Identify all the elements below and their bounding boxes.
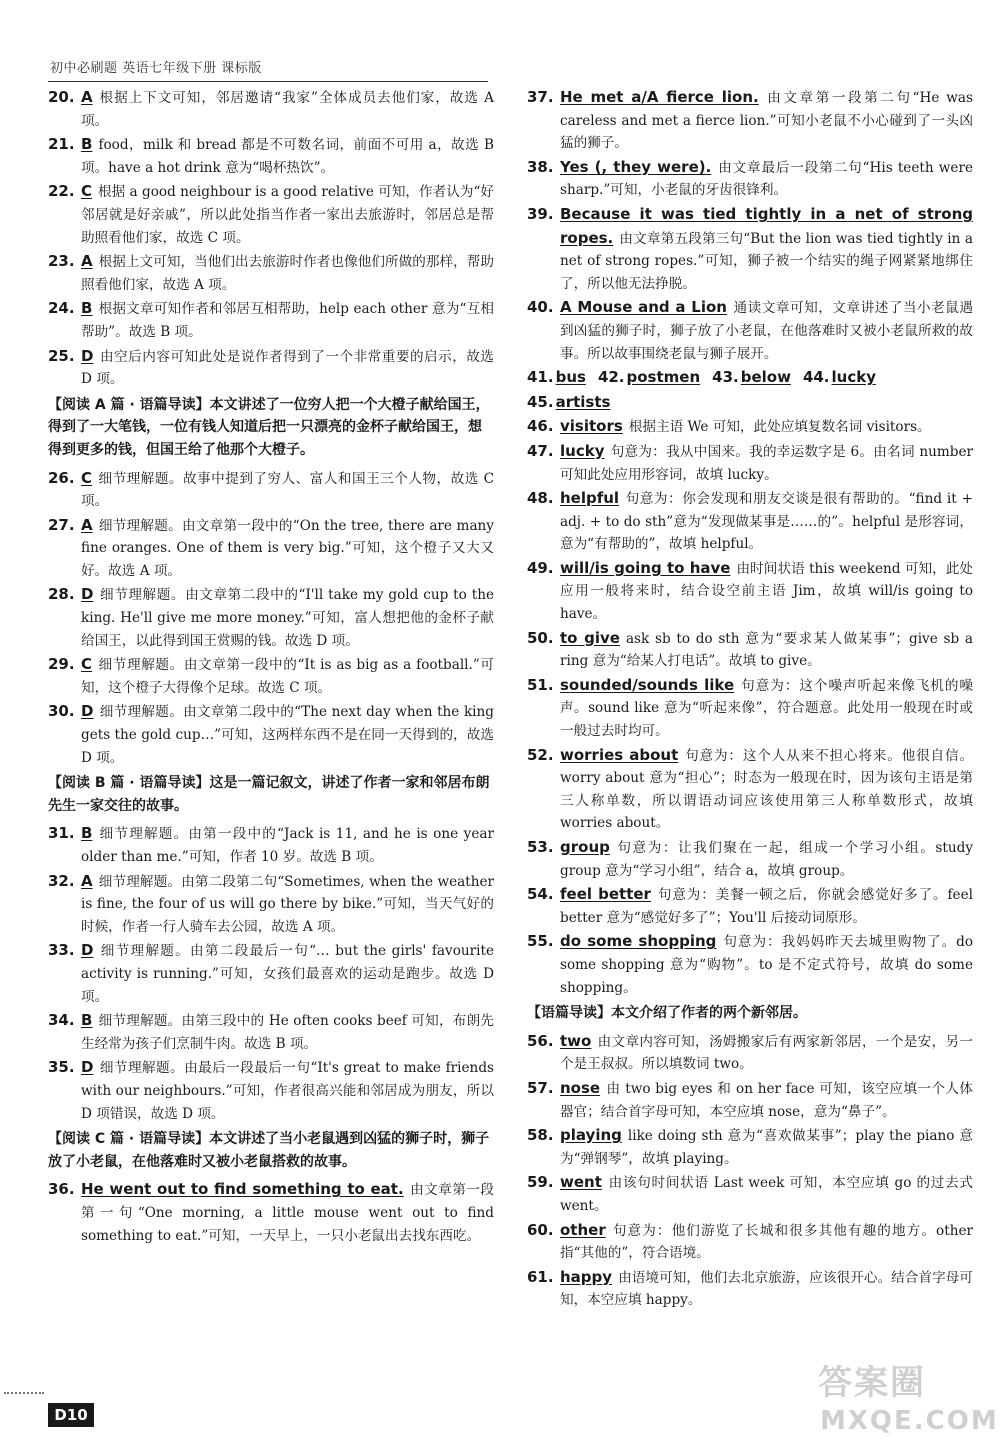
answer-text: visitors xyxy=(560,417,623,436)
answer-text: worries about xyxy=(560,745,679,764)
answer-text: D xyxy=(81,702,94,721)
watermark-line-1: 答案圈 xyxy=(818,1363,926,1403)
answer-item xyxy=(48,700,494,769)
answer-item xyxy=(527,1077,973,1123)
question-number: 32. xyxy=(48,871,75,890)
answer-item xyxy=(527,487,973,556)
question-number: 35. xyxy=(48,1058,75,1077)
answer-text: other xyxy=(560,1220,606,1239)
answer-item xyxy=(48,653,494,699)
answer-item xyxy=(527,1219,973,1265)
explanation: 句意为：他们游览了长城和很多其他有趣的地方。other 指“其他的”，符合语境。 xyxy=(560,1222,973,1262)
explanation: 细节理解题。由第一段中的“Jack is 11, and he is one year older than me.”可知，作者 10 岁。故选 B 项。 xyxy=(81,826,494,865)
question-number: 46. xyxy=(527,417,554,436)
watermark-line-2: MXQE.COM xyxy=(820,1406,999,1436)
explanation: 细节理解题。由第三段中的 He often cooks beef 可知，布朗先生经常为孩子们烹制牛肉。故选 B 项。 xyxy=(81,1013,494,1052)
question-number: 51. xyxy=(527,675,554,694)
answer-item xyxy=(527,203,973,295)
explanation: 句意为：让我们聚在一起，组成一个学习小组。study group 意为“学习小组”，结合 a，故填 group。 xyxy=(560,840,973,879)
question-number: 50. xyxy=(527,628,554,647)
answer-text: D xyxy=(81,585,94,604)
answer-text: to give xyxy=(560,628,620,647)
question-number: 55. xyxy=(527,932,554,951)
question-number: 58. xyxy=(527,1126,554,1145)
explanation: 由语境可知，他们去北京旅游，应该很开心。结合首字母可知，本空应填 happy。 xyxy=(560,1269,973,1309)
question-number: 53. xyxy=(527,838,554,856)
answer-text: A xyxy=(81,88,93,106)
question-number: 39. xyxy=(527,204,554,223)
explanation: 句意为：我从中国来。我的幸运数字是 6。由名词 number 可知此处应用形容词，故填 lucky。 xyxy=(560,443,973,483)
answer-text: He met a/A fierce lion. xyxy=(560,88,759,106)
answer-text: do some shopping xyxy=(560,932,717,951)
question-number: 45. xyxy=(527,392,554,411)
answer-item xyxy=(48,86,494,132)
explanation: 句意为：这个人从来不担心将来。他很自信。worry about 意为“担心”；时态为一般现在时，因为该句主语是第三人称单数，所以谓语动词应该使用第三人称单数形式，故填 worries about。 xyxy=(560,747,973,832)
answer-text: D xyxy=(81,346,94,365)
answer-text: went xyxy=(560,1173,602,1192)
answer-item xyxy=(48,297,494,343)
question-number: 21. xyxy=(48,135,75,154)
passage-guide: 【阅读 C 篇 · 语篇导读】本文讲述了当小老鼠遇到凶猛的狮子时，狮子放了小老鼠，在他落难时又被小老鼠搭救的故事。 xyxy=(48,1131,490,1170)
answer-item xyxy=(527,440,973,486)
answer-item xyxy=(48,180,494,249)
page-number: D10 xyxy=(48,1403,94,1427)
question-number: 49. xyxy=(527,558,554,577)
answer-text: A xyxy=(81,871,93,890)
answer-text: below xyxy=(740,368,791,387)
answer-text: B xyxy=(81,824,93,843)
explanation: 由文章第一段第一句“One morning, a little mouse went out to find something to eat.”可知，一天早上，一只小老鼠出去找东西吃。 xyxy=(81,1182,494,1244)
question-number: 40. xyxy=(527,298,554,317)
explanation: 细节理解题。由文章第一段中的“On the tree, there are many fine oranges. One of them is very big.”可知，这个橙子又大又好。故选 A 项。 xyxy=(81,517,494,579)
answer-item xyxy=(48,345,494,391)
answer-item xyxy=(48,822,494,868)
answer-row xyxy=(527,366,973,390)
question-number: 61. xyxy=(527,1267,554,1286)
passage-guide: 【阅读 A 篇 · 语篇导读】本文讲述了一位穷人把一个大橙子献给国王，得到了一大笔钱，一位有钱人知道后把一只漂亮的金杯子献给国王，想得到更多的钱，但国王给了他那个大橙子。 xyxy=(48,396,490,458)
explanation: 由文章第一段第二句“He was careless and met a fierce lion.”可知小老鼠不小心碰到了一头凶猛的狮子。 xyxy=(560,90,973,152)
answer-item xyxy=(527,1266,973,1312)
question-number: 60. xyxy=(527,1220,554,1239)
answer-item xyxy=(527,86,973,155)
question-number: 34. xyxy=(48,1011,75,1030)
explanation: 由文章最后一段第二句“His teeth were sharp.”可知，小老鼠的牙齿很锋利。 xyxy=(560,159,974,199)
answer-text: A Mouse and a Lion xyxy=(560,298,727,317)
question-number: 44. xyxy=(802,368,830,387)
right-column xyxy=(527,86,973,1313)
question-number: 24. xyxy=(48,299,75,318)
question-number: 59. xyxy=(527,1173,554,1192)
question-number: 31. xyxy=(48,824,75,843)
answer-text: feel better xyxy=(560,885,651,904)
answer-text: playing xyxy=(560,1126,622,1145)
answer-text: D xyxy=(81,941,94,960)
explanation: 由空后内容可知此处是说作者得到了一个非常重要的启示，故选 D 项。 xyxy=(81,348,494,388)
answer-item xyxy=(48,1178,494,1247)
answer-item xyxy=(527,415,973,439)
explanation: ask sb to do sth 意为“要求某人做某事”；give sb a ring 意为“给某人打电话”。故填 to give。 xyxy=(560,630,973,670)
explanation: 由文章第五段第三句“But the lion was tied tightly in a net of strong ropes.”可知，狮子被一个结实的绳子网紧紧地绑住了，所以他无法挣脱。 xyxy=(560,230,973,292)
answer-item xyxy=(48,250,494,296)
answer-text: happy xyxy=(560,1267,613,1286)
answer-text: B xyxy=(81,299,93,318)
passage-guide: 【语篇导读】本文介绍了作者的两个新邻居。 xyxy=(527,1005,807,1022)
explanation: 由文章内容可知，汤姆搬家后有两家新邻居，一个是安，另一个是王叔叔。所以填数词 two。 xyxy=(560,1033,973,1073)
explanation: 根据上下文可知，邻居邀请“我家”全体成员去他们家，故选 A 项。 xyxy=(81,90,494,129)
answer-text: B xyxy=(81,1011,93,1030)
answer-item xyxy=(527,836,973,882)
running-header: 初中必刷题 英语七年级下册 课标版 xyxy=(48,58,488,82)
explanation: 根据文章可知作者和邻居互相帮助，help each other 意为“互相帮助”。故选 B 项。 xyxy=(81,301,494,340)
question-number: 30. xyxy=(48,702,75,721)
explanation: 细节理解题。由最后一段最后一句“It's great to make friends with our neighbours.”可知，作者很高兴能和邻居成为朋友，所以 D 项错误，故选 D 项。 xyxy=(81,1060,494,1122)
answer-text: C xyxy=(81,655,93,674)
answer-item xyxy=(527,296,973,365)
answer-item xyxy=(527,1171,973,1217)
explanation: 细节理解题。故事中提到了穷人、富人和国王三个人物，故选 C 项。 xyxy=(81,470,494,510)
explanation: 句意为：美餐一顿之后，你就会感觉好多了。feel better 意为“感觉好多了”；You'll 后接动词原形。 xyxy=(560,887,973,926)
answer-item xyxy=(48,514,494,583)
question-number: 48. xyxy=(527,489,554,508)
answer-text: Because it was tied tightly in a net of strong ropes. xyxy=(560,204,973,247)
question-number: 43. xyxy=(712,368,739,387)
answer-text: D xyxy=(81,1058,94,1077)
explanation: 通读文章可知，文章讲述了当小老鼠遇到凶猛的狮子时，狮子放了小老鼠，在他落难时又被小老鼠所救的故事。所以故事围绕老鼠与狮子展开。 xyxy=(560,300,974,362)
explanation: 细节理解题。由文章第一段中的“It is as big as a football.”可知，这个橙子大得像个足球。故选 C 项。 xyxy=(81,657,494,696)
answer-text: two xyxy=(560,1031,592,1050)
answer-item xyxy=(527,674,973,743)
watermark-logo xyxy=(800,1363,999,1438)
question-number: 28. xyxy=(48,585,75,604)
answer-item xyxy=(48,939,494,1008)
answer-text: C xyxy=(81,182,93,201)
answer-text: nose xyxy=(560,1078,601,1097)
explanation: 细节理解题。由文章第二段中的“The next day when the king gets the gold cup…”可知，这两样东西不是在同一天得到的，故选 D 项。 xyxy=(81,704,494,766)
answer-text: A xyxy=(81,515,93,534)
explanation: 句意为：我妈妈昨天去城里购物了。do some shopping 意为“购物”。to 是不定式符号，故填 do some shopping。 xyxy=(560,934,974,996)
answer-item xyxy=(48,467,494,513)
explanation: 由时间状语 this weekend 可知，此处应用一般将来时，结合设空前主语 Jim，故填 will/is going to have。 xyxy=(560,560,973,623)
explanation: 根据 a good neighbour is a good relative 可知，作者认为“好邻居就是好亲戚”，所以此处指当作者一家出去旅游时，邻居总是帮助照看他们家，故选 C 项。 xyxy=(81,184,494,246)
answer-item xyxy=(527,1124,973,1170)
explanation: like doing sth 意为“喜欢做某事”；play the piano 意为“弹钢琴”，故填 playing。 xyxy=(560,1128,973,1167)
explanation: 细节理解题。由第二段第二句“Sometimes, when the weather is fine, the four of us will go there by bike.”可知，当天气好的时候，作者一行人骑车去公园，故选 A 项。 xyxy=(81,873,494,935)
answer-text: postmen xyxy=(626,368,701,387)
question-number: 38. xyxy=(527,157,554,176)
answer-item xyxy=(527,627,973,673)
question-number: 37. xyxy=(527,88,554,106)
passage-guide: 【阅读 B 篇 · 语篇导读】这是一篇记叙文，讲述了作者一家和邻居布朗先生一家交往的故事。 xyxy=(48,775,490,814)
answer-item xyxy=(527,156,973,202)
answer-item xyxy=(527,930,973,999)
answer-item xyxy=(48,870,494,939)
question-number: 26. xyxy=(48,468,75,487)
answer-row xyxy=(527,391,973,415)
answer-item xyxy=(527,744,973,835)
explanation: 由 two big eyes 和 on her face 可知，该空应填一个人体器官；结合首字母可知，本空应填 nose，意为“鼻子”。 xyxy=(560,1080,973,1120)
question-number: 41. xyxy=(527,368,554,387)
answer-item xyxy=(527,1030,973,1076)
question-number: 33. xyxy=(48,941,75,960)
question-number: 56. xyxy=(527,1031,554,1050)
explanation: 细节理解题。由第二段最后一句“… but the girls' favourite activity is running.”可知，女孩们最喜欢的运动是跑步。故选 D 项。 xyxy=(81,943,494,1005)
answer-item xyxy=(527,557,973,626)
explanation: 由该句时间状语 Last week 可知，本空应填 go 的过去式 went。 xyxy=(560,1175,973,1214)
explanation: 根据上文可知，当他们出去旅游时作者也像他们所做的那样，帮助照看他们家，故选 A 项。 xyxy=(81,254,494,293)
answer-text: sounded/sounds like xyxy=(560,675,735,694)
question-number: 57. xyxy=(527,1078,554,1097)
explanation: 句意为：这个噪声听起来像飞机的噪声。sound like 意为“听起来像”，符合题意。此处用一般现在时或一般过去时均可。 xyxy=(560,677,973,740)
question-number: 25. xyxy=(48,346,75,365)
explanation: food，milk 和 bread 都是不可数名词，前面不可用 a，故选 B 项。have a hot drink 意为“喝杯热饮”。 xyxy=(81,137,494,176)
dotted-rule xyxy=(4,1392,44,1398)
explanation: 句意为：你会发现和朋友交谈是很有帮助的。“find it + adj. + to do sth”意为“发现做某事是……的”。helpful 是形容词，意为“有帮助的”，故填 helpful。 xyxy=(560,491,973,553)
question-number: 22. xyxy=(48,182,75,201)
left-column xyxy=(48,86,494,1248)
answer-text: bus xyxy=(555,368,586,387)
answer-text: helpful xyxy=(560,489,620,508)
answer-item xyxy=(48,583,494,652)
answer-item xyxy=(48,133,494,179)
answer-text: lucky xyxy=(560,441,605,460)
question-number: 47. xyxy=(527,441,554,460)
answer-text: artists xyxy=(555,392,611,411)
answer-text: Yes (, they were). xyxy=(560,157,712,176)
answer-text: lucky xyxy=(831,368,876,387)
explanation: 根据主语 We 可知，此处应填复数名词 visitors。 xyxy=(628,419,931,436)
answer-item xyxy=(527,883,973,929)
answer-text: group xyxy=(560,838,610,856)
explanation: 细节理解题。由文章第二段中的“I'll take my gold cup to the king. He'll give me more money.”可知，富人想把他的金杯子献给国王，以此得到国王赏赐的钱。故选 D 项。 xyxy=(81,587,494,649)
answer-text: C xyxy=(81,468,93,487)
answer-text: B xyxy=(81,135,93,154)
answer-text: He went out to find something to eat. xyxy=(81,1180,404,1199)
answer-item xyxy=(48,1009,494,1055)
answer-text: will/is going to have xyxy=(560,558,731,577)
question-number: 20. xyxy=(48,88,75,106)
question-number: 29. xyxy=(48,655,75,674)
question-number: 27. xyxy=(48,515,75,534)
answer-text: A xyxy=(81,252,93,271)
question-number: 42. xyxy=(597,368,625,387)
question-number: 23. xyxy=(48,252,75,271)
question-number: 52. xyxy=(527,745,554,764)
question-number: 54. xyxy=(527,885,554,904)
answer-item xyxy=(48,1056,494,1125)
question-number: 36. xyxy=(48,1180,75,1199)
